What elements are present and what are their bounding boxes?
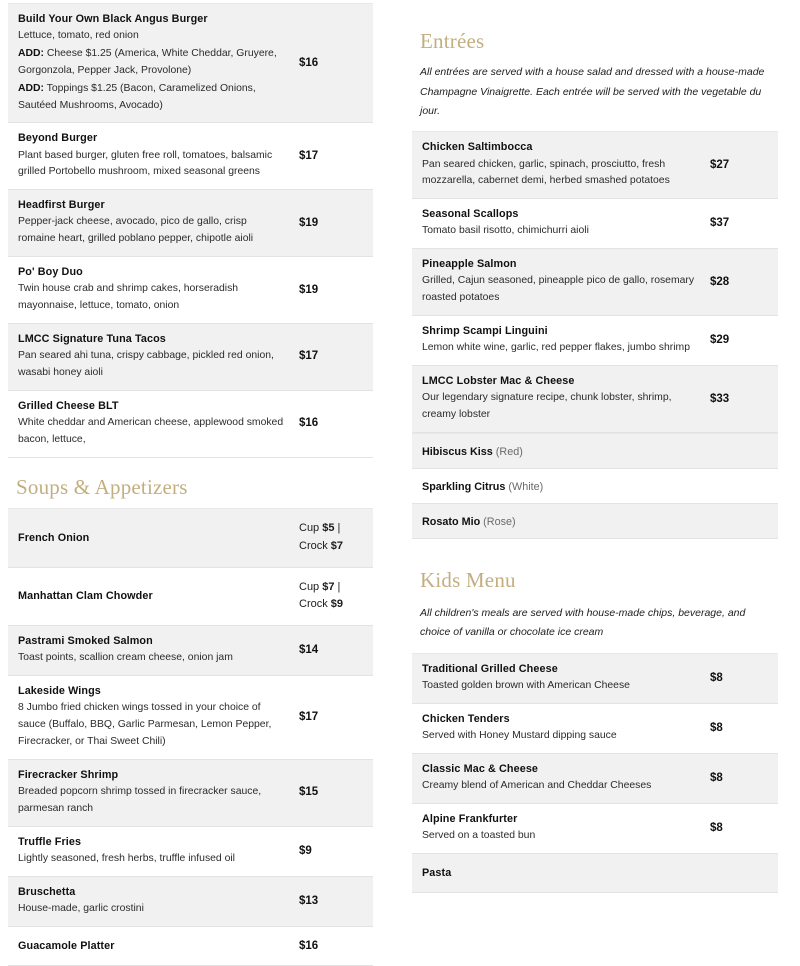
menu-item-price: $8 bbox=[706, 703, 778, 753]
menu-item-row bbox=[8, 926, 373, 965]
addon-text: Toppings $1.25 (Bacon, Caramelized Onions, Sautéed Mushrooms, Avocado) bbox=[18, 82, 256, 111]
menu-item-price: $13 bbox=[295, 876, 373, 926]
soups-table-body bbox=[8, 508, 373, 965]
menu-item-title: LMCC Signature Tuna Tacos bbox=[18, 333, 166, 346]
menu-item-price: $16 bbox=[295, 926, 373, 965]
menu-item-price: $17 bbox=[295, 676, 373, 760]
menu-item-row bbox=[412, 316, 778, 366]
price-value: $7 bbox=[330, 539, 344, 552]
section-heading-kids: Kids Menu bbox=[420, 568, 516, 593]
menu-item-title: Guacamole Platter bbox=[18, 939, 115, 952]
menu-item-name-cell bbox=[8, 257, 295, 324]
section-heading-soups: Soups & Appetizers bbox=[16, 474, 188, 499]
menu-item-row bbox=[8, 390, 373, 457]
menu-item-name-cell bbox=[8, 676, 295, 760]
menu-item-price: $9 bbox=[295, 826, 373, 876]
wine-name: Hibiscus Kiss bbox=[422, 446, 493, 459]
burgers-table bbox=[8, 3, 373, 458]
menu-item-title: Chicken Saltimbocca bbox=[422, 141, 533, 154]
menu-item-price: $8 bbox=[706, 753, 778, 803]
menu-item-title: French Onion bbox=[18, 531, 90, 544]
menu-item-row bbox=[8, 508, 373, 567]
menu-item-row bbox=[412, 366, 778, 433]
menu-item-row bbox=[412, 854, 778, 893]
price-variants bbox=[299, 522, 343, 552]
menu-item-title: Pastrami Smoked Salmon bbox=[18, 635, 153, 648]
menu-item-description: Lightly seasoned, fresh herbs, truffle infused oil bbox=[18, 852, 235, 864]
price-variants bbox=[299, 581, 343, 611]
menu-item-row bbox=[8, 759, 373, 826]
menu-item-row bbox=[412, 703, 778, 753]
menu-item-description: Lemon white wine, garlic, red pepper flakes, jumbo shrimp bbox=[422, 342, 690, 354]
menu-item-description: Tomato basil risotto, chimichurri aioli bbox=[422, 225, 589, 237]
kids-table bbox=[412, 653, 778, 893]
menu-item-description: Pan seared chicken, garlic, spinach, prosciutto, fresh mozzarella, cabernet demi, herbed smashed potatoes bbox=[422, 158, 670, 187]
wine-row bbox=[412, 504, 778, 539]
menu-item-addon-line bbox=[18, 46, 285, 80]
menu-item-title: Seasonal Scallops bbox=[422, 208, 519, 221]
menu-item-title: Grilled Cheese BLT bbox=[18, 399, 119, 412]
menu-item-name-cell bbox=[412, 703, 706, 753]
price-label: Cup bbox=[299, 521, 323, 534]
menu-item-description: Served on a toasted bun bbox=[422, 830, 536, 842]
menu-item-name-cell bbox=[8, 508, 295, 567]
addon-label: ADD: bbox=[18, 82, 44, 94]
menu-item-price: $28 bbox=[706, 249, 778, 316]
left-column bbox=[0, 0, 400, 952]
menu-item-name-cell bbox=[8, 876, 295, 926]
menu-item-description: Plant based burger, gluten free roll, tomatoes, balsamic grilled Portobello mushroom, mixed seasonal greens bbox=[18, 149, 273, 178]
kids-table-body bbox=[412, 653, 778, 892]
menu-item-row bbox=[412, 803, 778, 853]
menu-item-description: Pan seared ahi tuna, crispy cabbage, pickled red onion, wasabi honey aioli bbox=[18, 350, 274, 379]
menu-item-description: Toast points, scallion cream cheese, onion jam bbox=[18, 652, 233, 664]
menu-item-title: Pineapple Salmon bbox=[422, 258, 517, 271]
menu-item-row bbox=[8, 676, 373, 760]
wines-table bbox=[412, 433, 778, 539]
wine-row bbox=[412, 469, 778, 504]
wine-type: (Red) bbox=[492, 446, 523, 459]
wines-table-body bbox=[412, 434, 778, 539]
menu-item-row bbox=[8, 123, 373, 190]
menu-item-price: $37 bbox=[706, 199, 778, 249]
menu-item-price: $27 bbox=[706, 132, 778, 199]
menu-item-title: Alpine Frankfurter bbox=[422, 812, 518, 825]
menu-item-title: LMCC Lobster Mac & Cheese bbox=[422, 375, 575, 388]
menu-item-price: $19 bbox=[295, 257, 373, 324]
menu-item-name-cell bbox=[412, 653, 706, 703]
menu-item-row bbox=[8, 190, 373, 257]
entrees-note: All entrées are served with a house salad and dressed with a house-made Champagne Vinaigrette. Each entrée will be served with the vegetable du jour. bbox=[420, 66, 765, 117]
kids-note: All children's meals are served with house-made chips, beverage, and choice of vanilla or chocolate ice cream bbox=[420, 607, 746, 638]
menu-item-description: White cheddar and American cheese, applewood smoked bacon, lettuce, bbox=[18, 417, 284, 445]
menu-item-row bbox=[8, 324, 373, 391]
menu-item-title: Headfirst Burger bbox=[18, 199, 105, 212]
menu-item-price: $29 bbox=[706, 316, 778, 366]
menu-item-price: $8 bbox=[706, 653, 778, 703]
wine-name-cell bbox=[412, 469, 778, 504]
price-label: | Crock bbox=[299, 521, 341, 552]
menu-item-row bbox=[8, 567, 373, 626]
menu-item-name-cell bbox=[8, 759, 295, 826]
menu-item-name-cell bbox=[8, 390, 295, 457]
menu-item-row bbox=[412, 753, 778, 803]
entrees-table bbox=[412, 131, 778, 433]
menu-item-row bbox=[8, 4, 373, 123]
wine-name: Sparkling Citrus bbox=[422, 481, 506, 494]
menu-item-title: Lakeside Wings bbox=[18, 685, 101, 698]
menu-item-description: 8 Jumbo fried chicken wings tossed in your choice of sauce (Buffalo, BBQ, Garlic Parmesan, Lemon Pepper, Firecracker, or Thai Sweet Chili) bbox=[18, 702, 272, 748]
menu-item-title: Classic Mac & Cheese bbox=[422, 762, 539, 775]
menu-item-name-cell bbox=[412, 366, 706, 433]
menu-item-description: Toasted golden brown with American Cheese bbox=[422, 680, 630, 692]
wine-type: (Rose) bbox=[480, 516, 516, 529]
menu-item-title: Bruschetta bbox=[18, 885, 76, 898]
price-label: | bbox=[334, 580, 341, 593]
menu-item-name-cell bbox=[412, 132, 706, 199]
menu-item-row bbox=[8, 257, 373, 324]
menu-item-description: Lettuce, tomato, red onion bbox=[18, 30, 139, 42]
menu-item-title: Manhattan Clam Chowder bbox=[18, 590, 153, 603]
menu-item-name-cell bbox=[8, 567, 295, 626]
menu-item-row bbox=[412, 653, 778, 703]
menu-item-description: Served with Honey Mustard dipping sauce bbox=[422, 730, 617, 742]
menu-item-name-cell bbox=[8, 190, 295, 257]
entrees-table-body bbox=[412, 132, 778, 433]
menu-item-price: $16 bbox=[295, 4, 373, 123]
addon-text: Cheese $1.25 (America, White Cheddar, Gruyere, Gorgonzola, Pepper Jack, Provolone) bbox=[18, 48, 277, 76]
right-column bbox=[400, 0, 800, 880]
price-value: $5 bbox=[322, 521, 335, 534]
menu-item-title: Firecracker Shrimp bbox=[18, 768, 119, 781]
price-value: $7 bbox=[322, 580, 335, 593]
menu-item-addon-line bbox=[18, 81, 285, 115]
price-value: $9 bbox=[330, 598, 344, 611]
menu-item-row bbox=[412, 249, 778, 316]
menu-item-price: $19 bbox=[295, 190, 373, 257]
menu-item-name-cell bbox=[8, 826, 295, 876]
wine-row bbox=[412, 434, 778, 469]
price-label: Cup bbox=[299, 580, 323, 593]
menu-item-price bbox=[706, 854, 778, 893]
menu-item-title: Po' Boy Duo bbox=[18, 266, 83, 279]
menu-item-name-cell bbox=[412, 803, 706, 853]
menu-item-price bbox=[295, 508, 373, 567]
menu-item-description: Grilled, Cajun seasoned, pineapple pico de gallo, rosemary roasted potatoes bbox=[422, 275, 695, 304]
wine-type: (White) bbox=[505, 481, 544, 494]
price-label: Crock bbox=[299, 598, 331, 611]
menu-item-price: $14 bbox=[295, 626, 373, 676]
menu-item-description: Pepper-jack cheese, avocado, pico de gallo, crisp romaine heart, grilled poblano pepper, chipotle aioli bbox=[18, 216, 254, 245]
menu-item-description: Breaded popcorn shrimp tossed in firecracker sauce, parmesan ranch bbox=[18, 786, 262, 814]
burgers-table-body bbox=[8, 4, 373, 458]
menu-item-name-cell bbox=[412, 316, 706, 366]
menu-item-description: Twin house crab and shrimp cakes, horseradish mayonnaise, lettuce, tomato, onion bbox=[18, 283, 239, 312]
wine-name-cell bbox=[412, 504, 778, 539]
menu-item-row bbox=[412, 199, 778, 249]
menu-item-description: Our legendary signature recipe, chunk lobster, shrimp, creamy lobster bbox=[422, 392, 672, 421]
menu-item-price: $17 bbox=[295, 123, 373, 190]
menu-item-row bbox=[412, 132, 778, 199]
menu-item-price: $33 bbox=[706, 366, 778, 433]
menu-item-title: Pasta bbox=[422, 867, 452, 880]
menu-item-name-cell bbox=[8, 123, 295, 190]
menu-item-title: Traditional Grilled Cheese bbox=[422, 662, 558, 675]
menu-item-name-cell bbox=[8, 324, 295, 391]
addon-label: ADD: bbox=[18, 48, 44, 60]
menu-item-name-cell bbox=[412, 249, 706, 316]
menu-item-price: $8 bbox=[706, 803, 778, 853]
menu-item-title: Build Your Own Black Angus Burger bbox=[18, 13, 208, 25]
menu-item-title: Beyond Burger bbox=[18, 132, 98, 145]
menu-item-row bbox=[8, 826, 373, 876]
menu-item-price: $16 bbox=[295, 390, 373, 457]
menu-item-name-cell bbox=[8, 626, 295, 676]
menu-item-description: House-made, garlic crostini bbox=[18, 902, 144, 914]
soups-table bbox=[8, 508, 373, 966]
menu-item-price: $15 bbox=[295, 759, 373, 826]
wine-name-cell bbox=[412, 434, 778, 469]
menu-item-title: Chicken Tenders bbox=[422, 712, 510, 725]
menu-item-price bbox=[295, 567, 373, 626]
wine-name: Rosato Mio bbox=[422, 516, 481, 529]
menu-item-row bbox=[8, 876, 373, 926]
menu-item-price: $17 bbox=[295, 324, 373, 391]
menu-item-title: Truffle Fries bbox=[18, 835, 82, 848]
menu-item-row bbox=[8, 626, 373, 676]
menu-item-name-cell bbox=[412, 854, 706, 893]
menu-item-name-cell bbox=[8, 4, 295, 123]
menu-item-description: Creamy blend of American and Cheddar Cheeses bbox=[422, 780, 652, 792]
section-heading-entrees: Entrées bbox=[420, 29, 485, 53]
menu-item-name-cell bbox=[8, 926, 295, 965]
menu-item-name-cell bbox=[412, 753, 706, 803]
menu-item-name-cell bbox=[412, 199, 706, 249]
menu-item-title: Shrimp Scampi Linguini bbox=[422, 325, 548, 338]
